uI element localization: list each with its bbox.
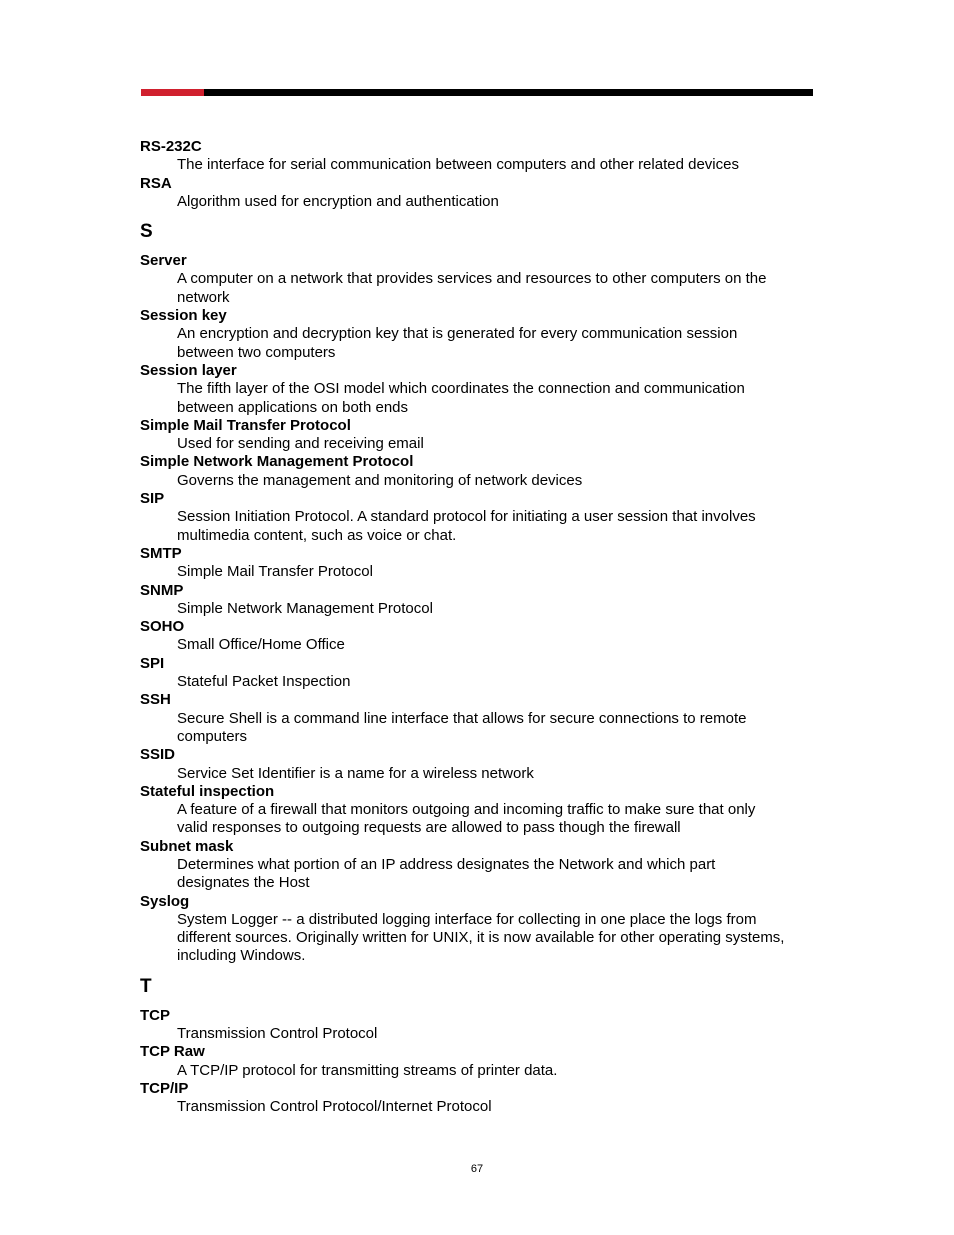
glossary-term: TCP/IP — [140, 1079, 189, 1097]
glossary-definition-line: Transmission Control Protocol — [177, 1025, 378, 1043]
glossary-term: Session layer — [140, 361, 237, 379]
glossary-definition-line: between two computers — [177, 343, 336, 361]
glossary-definition-line: Used for sending and receiving email — [177, 435, 424, 453]
glossary-definition-line: A computer on a network that provides services and resources to other computers on the — [177, 270, 767, 288]
glossary-definition-line: Simple Mail Transfer Protocol — [177, 563, 373, 581]
glossary-definition-line: Secure Shell is a command line interface that allows for secure connections to remote — [177, 709, 747, 727]
glossary-definition-line: including Windows. — [177, 947, 306, 965]
glossary-definition-line: Session Initiation Protocol. A standard protocol for initiating a user session that involves — [177, 508, 756, 526]
glossary-term: Simple Mail Transfer Protocol — [140, 416, 351, 434]
glossary-definition-line: An encryption and decryption key that is generated for every communication session — [177, 325, 738, 343]
glossary-term: Subnet mask — [140, 837, 234, 855]
glossary-term: Simple Network Management Protocol — [140, 453, 414, 471]
glossary-term: TCP Raw — [140, 1043, 205, 1061]
glossary-term: Server — [140, 252, 187, 270]
glossary-term: Syslog — [140, 892, 190, 910]
header-rule — [141, 89, 813, 96]
glossary-definition-line: designates the Host — [177, 874, 310, 892]
glossary-term: TCP — [140, 1006, 170, 1024]
glossary-term: RS-232C — [140, 138, 202, 155]
glossary-term: SNMP — [140, 581, 184, 599]
header-rule-accent — [141, 89, 204, 96]
section-letter: S — [140, 221, 153, 243]
glossary-term: Stateful inspection — [140, 782, 275, 800]
glossary-definition-line: Stateful Packet Inspection — [177, 673, 351, 691]
glossary-term: SMTP — [140, 544, 182, 562]
glossary-term: RSA — [140, 174, 172, 192]
glossary-definition-line: System Logger -- a distributed logging interface for collecting in one place the logs from — [177, 910, 757, 928]
glossary-definition-line: multimedia content, such as voice or chat. — [177, 526, 457, 544]
glossary-definition-line: computers — [177, 727, 248, 745]
glossary-definition-line: A TCP/IP protocol for transmitting streams of printer data. — [177, 1061, 558, 1079]
glossary-definition-line: Small Office/Home Office — [177, 636, 345, 654]
glossary-term: SIP — [140, 490, 165, 508]
glossary-definition-line: different sources. Originally written for UNIX, it is now available for other operating systems, — [177, 929, 785, 947]
glossary-definition-line: The fifth layer of the OSI model which coordinates the connection and communication — [177, 380, 745, 398]
glossary-definition-line: Service Set Identifier is a name for a wireless network — [177, 764, 534, 782]
glossary-term: SSID — [140, 746, 176, 764]
page-number: 67 — [470, 1163, 484, 1175]
glossary — [140, 138, 830, 1117]
section-letter: T — [140, 975, 152, 997]
glossary-term: SPI — [140, 654, 165, 672]
glossary-term: SOHO — [140, 618, 185, 636]
glossary-definition-line: Transmission Control Protocol/Internet Protocol — [177, 1098, 492, 1116]
glossary-definition-line: A feature of a firewall that monitors outgoing and incoming traffic to make sure that only — [177, 801, 756, 819]
glossary-definition-line: network — [177, 288, 230, 306]
glossary-definition-line: The interface for serial communication between computers and other related devices — [177, 156, 739, 174]
glossary-term: Session key — [140, 307, 227, 325]
glossary-definition-line: valid responses to outgoing requests are allowed to pass though the firewall — [177, 819, 681, 837]
glossary-definition-line: Determines what portion of an IP address designates the Network and which part — [177, 855, 716, 873]
glossary-definition-line: between applications on both ends — [177, 398, 409, 416]
glossary-term: SSH — [140, 691, 171, 709]
glossary-definition-line: Simple Network Management Protocol — [177, 599, 433, 617]
glossary-definition-line: Governs the management and monitoring of network devices — [177, 471, 583, 489]
glossary-definition-line: Algorithm used for encryption and authentication — [177, 192, 499, 210]
